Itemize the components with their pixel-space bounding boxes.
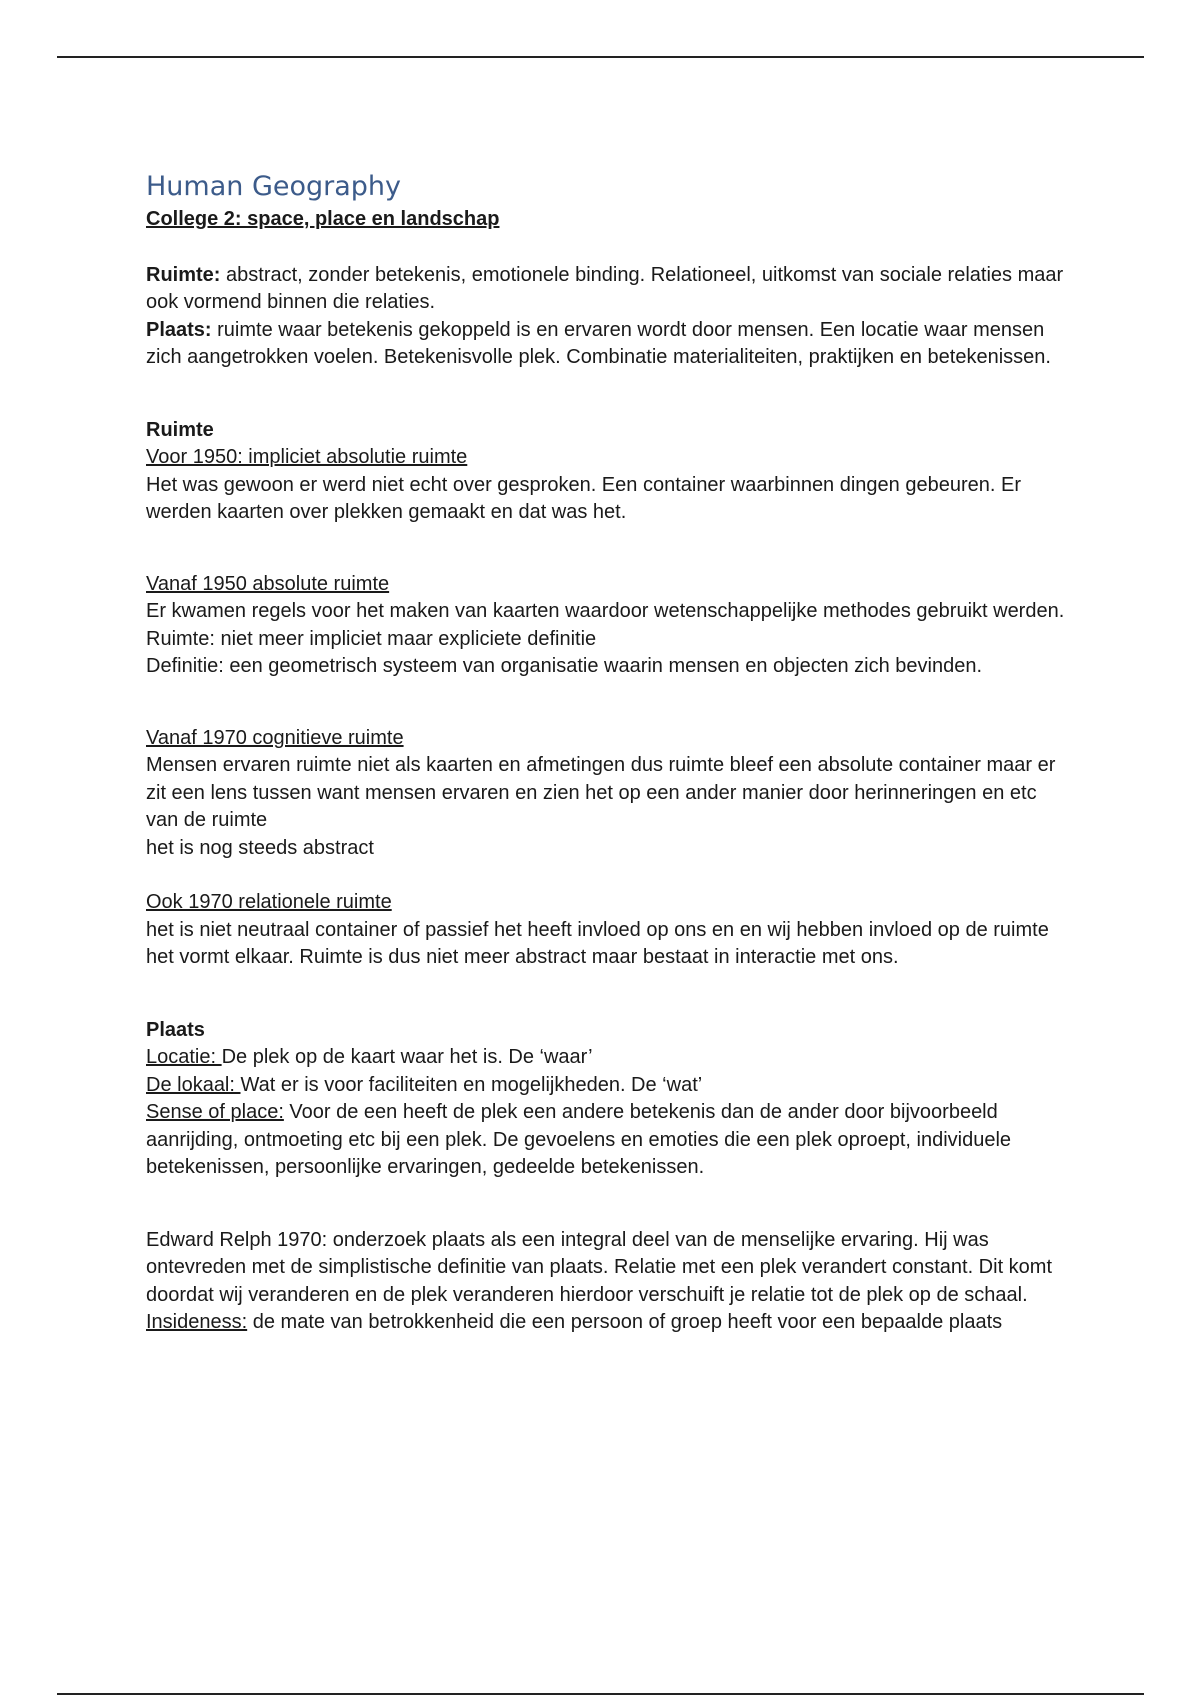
vanaf-1950-line-2: Ruimte: niet meer impliciet maar expliciete definitie [146, 627, 597, 650]
lokaal-text: Wat er is voor faciliteiten en mogelijkheden. De ‘wat’ [240, 1073, 703, 1096]
lokaal-line [146, 1072, 1066, 1100]
vanaf-1950-line-3: Definitie: een geometrisch systeem van organisatie waarin mensen en objecten zich bevinden. [146, 655, 983, 677]
relph-paragraph: Edward Relph 1970: onderzoek plaats als een integral deel van de menselijke ervaring. Hij was ontevreden met de simplistische definitie van plaats. Relatie met een plek verandert constant. Dit komt doordat wij veranderen en de plek veranderen hierdoor verschuift je relatie tot de plek op de schaal. [146, 1228, 1053, 1306]
sense-of-place-label: Sense of place: [146, 1101, 284, 1123]
sense-of-place-text: Voor de een heeft de plek een andere betekenis dan de ander door bijvoorbeeld aanrijding, ontmoeting etc bij een plek. De gevoelens en emoties die een plek oproept, individuele betekenissen, persoonlijke ervaringen, gedeelde betekenissen. [146, 1101, 1012, 1178]
vanaf-1950-title: Vanaf 1950 absolute ruimte [146, 572, 390, 595]
insideness-line [146, 1309, 1066, 1337]
ruimte-definition-label: Ruimte: [146, 263, 221, 286]
voor-1950-title: Voor 1950: impliciet absolutie ruimte [146, 446, 468, 468]
locatie-line [146, 1044, 1066, 1072]
plaats-heading: Plaats [146, 1018, 205, 1041]
lokaal-label: De lokaal: [146, 1073, 241, 1096]
insideness-text: de mate van betrokkenheid die een persoon of groep heeft voor een bepaalde plaats [247, 1311, 1003, 1333]
spacer [146, 372, 1066, 417]
document-title: Human Geography [146, 171, 402, 202]
footer-rule [57, 1693, 1144, 1695]
ruimte-definition [146, 262, 1066, 317]
locatie-text: De plek op de kaart waar het is. De ‘waar’ [221, 1046, 593, 1068]
header-rule [57, 56, 1144, 58]
vanaf-1970-line-2: het is nog steeds abstract [146, 836, 374, 859]
ook-1970-text: het is niet neutraal container of passief het heeft invloed op ons en en wij hebben invloed op de ruimte het vormt elkaar. Ruimte is dus niet meer abstract maar bestaat in interactie met ons. [146, 918, 1049, 968]
ruimte-heading: Ruimte [146, 418, 214, 441]
voor-1950-text: Het was gewoon er werd niet echt over gesproken. Een container waarbinnen dingen gebeuren. Er werden kaarten over plekken gemaakt en dat was het. [146, 473, 1021, 523]
ook-1970-title: Ook 1970 relationele ruimte [146, 891, 392, 913]
spacer [146, 527, 1066, 571]
locatie-label: Locatie: [146, 1046, 222, 1068]
sense-of-place-line [146, 1099, 1066, 1182]
ruimte-definition-text: abstract, zonder betekenis, emotionele binding. Relationeel, uitkomst van sociale relaties maar ook vormend binnen die relaties. [146, 263, 1064, 313]
spacer [146, 681, 1066, 725]
spacer [146, 1182, 1066, 1227]
insideness-label: Insideness: [146, 1311, 248, 1333]
lecture-subtitle: College 2: space, place en landschap [146, 208, 500, 230]
plaats-definition-label: Plaats: [146, 318, 212, 341]
document-body [146, 170, 1066, 1337]
vanaf-1950-line-1: Er kwamen regels voor het maken van kaarten waardoor wetenschappelijke methodes gebruikt werden. [146, 600, 1065, 622]
spacer [146, 862, 1066, 889]
plaats-definition [146, 317, 1066, 372]
spacer [146, 972, 1066, 1017]
vanaf-1970-line-1: Mensen ervaren ruimte niet als kaarten en afmetingen dus ruimte bleef een absolute container maar er zit een lens tussen want mensen ervaren en zien het op een ander manier door herinneringen en etc van de ruimte [146, 754, 1056, 831]
vanaf-1970-title: Vanaf 1970 cognitieve ruimte [146, 726, 404, 749]
plaats-definition-text: ruimte waar betekenis gekoppeld is en ervaren wordt door mensen. Een locatie waar mensen zich aangetrokken voelen. Betekenisvolle plek. Combinatie materialiteiten, praktijken en betekenissen. [146, 318, 1051, 368]
